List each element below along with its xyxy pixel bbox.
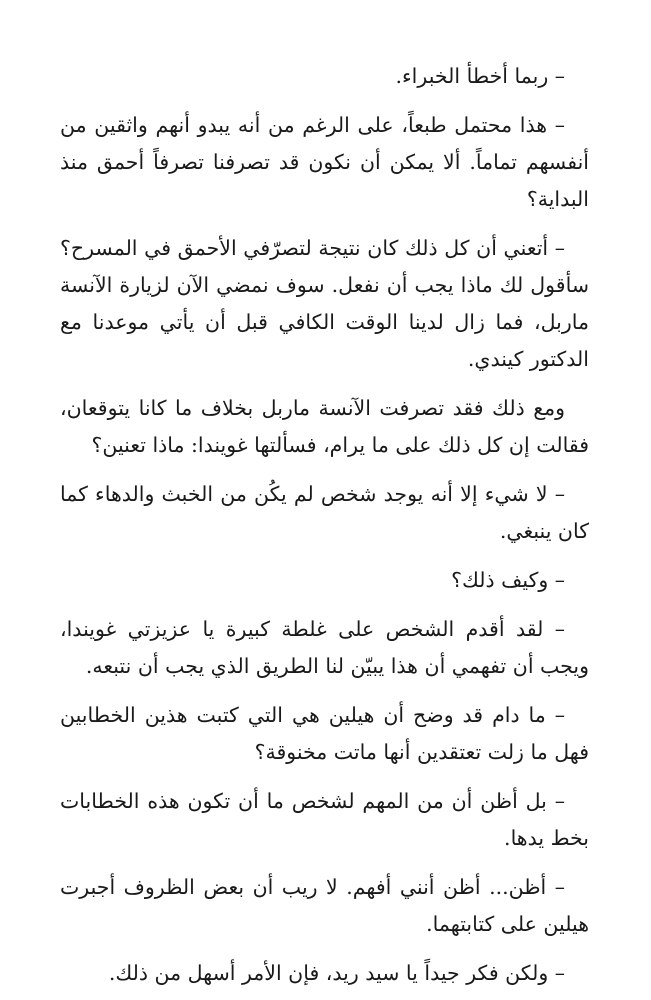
paragraph: – وكيف ذلك؟ (451, 568, 565, 592)
paragraph: – ربما أخطأ الخبراء. (395, 64, 565, 88)
paragraph: – بل أظن أن من المهم لشخص ما أن تكون هذه الخطابات بخط يدها. (60, 789, 589, 850)
paragraph: – ولكن فكر جيداً يا سيد ريد، فإن الأمر أسهل من ذلك. (108, 961, 565, 985)
paragraph: – ما دام قد وضح أن هيلين هي التي كتبت هذين الخطابين فهل ما زلت تعتقدين أنها ماتت مخنوقة؟ (60, 703, 589, 764)
paragraph: – لقد أقدم الشخص على غلطة كبيرة يا عزيزتي غويندا، ويجب أن تفهمي أن هذا يبيّن لنا الطريق الذي يجب أن نتبعه. (60, 617, 589, 678)
paragraph: – أتعني أن كل ذلك كان نتيجة لتصرّفي الأحمق في المسرح؟ سأقول لك ماذا يجب أن نفعل. سوف نمضي الآن لزيارة الآنسة ماربل، فما زال لدينا الوقت الكافي قبل أن يأتي موعدنا مع الدكتور كيندي. (60, 236, 589, 371)
paragraph: – هذا محتمل طبعاً، على الرغم من أنه يبدو أنهم واثقين من أنفسهم تماماً. ألا يمكن أن نكون قد تصرفنا تصرفاً أحمق منذ البداية؟ (60, 113, 589, 211)
paragraph: – لا شيء إلا أنه يوجد شخص لم يكُن من الخبث والدهاء كما كان ينبغي. (60, 482, 589, 543)
paragraph: ومع ذلك فقد تصرفت الآنسة ماربل بخلاف ما كانا يتوقعان، فقالت إن كل ذلك على ما يرام، فسألتها غويندا: ماذا تعنين؟ (60, 396, 589, 457)
paragraph: – أظن... أظن أنني أفهم. لا ريب أن بعض الظروف أجبرت هيلين على كتابتهما. (60, 875, 589, 936)
